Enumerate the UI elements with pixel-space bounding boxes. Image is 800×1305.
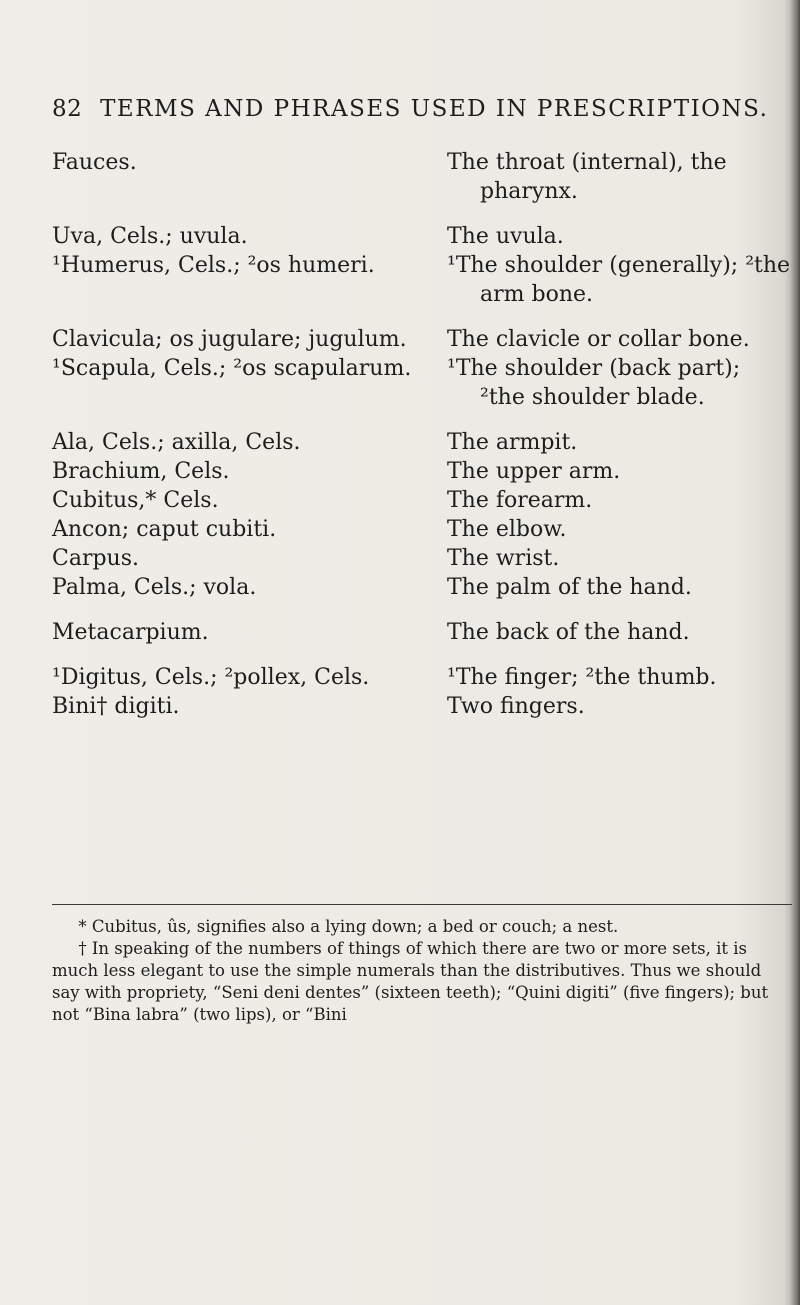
- latin-term: Uva, Cels.; uvula.: [52, 224, 248, 249]
- page-number: 82: [52, 96, 83, 122]
- glossary-entry: [52, 354, 792, 412]
- footnote-cubitus: * Cubitus, ûs, signifies also a lying down; a bed or couch; a nest.: [78, 917, 619, 936]
- footnotes: [52, 916, 792, 1026]
- glossary-entry: [52, 692, 792, 721]
- english-meaning: The uvula.: [447, 224, 564, 249]
- english-meaning: ¹The finger; ²the thumb.: [447, 665, 717, 690]
- english-meaning: The throat (internal), the pharynx.: [447, 150, 727, 204]
- glossary-entry: [52, 663, 792, 692]
- running-title: TERMS AND PHRASES USED IN PRESCRIPTIONS.: [100, 96, 769, 122]
- glossary-entry: [52, 618, 792, 647]
- glossary-entry: [52, 325, 792, 354]
- footnote-divider: [52, 904, 792, 905]
- english-meaning: The upper arm.: [447, 459, 621, 484]
- glossary-entry: [52, 251, 792, 309]
- glossary-entry: [52, 222, 792, 251]
- latin-term: Cubitus,* Cels.: [52, 488, 219, 513]
- glossary-entry: [52, 573, 792, 602]
- glossary-entry: [52, 457, 792, 486]
- glossary-entry: [52, 428, 792, 457]
- glossary-entry: [52, 544, 792, 573]
- latin-term: Clavicula; os jugulare; jugulum.: [52, 327, 407, 352]
- latin-term: Palma, Cels.; vola.: [52, 575, 257, 600]
- latin-term: Ala, Cels.; axilla, Cels.: [52, 430, 301, 455]
- glossary-entry: [52, 515, 792, 544]
- glossary-entry: [52, 148, 792, 206]
- english-meaning: ¹The shoulder (back part); ²the shoulder blade.: [447, 356, 741, 410]
- english-meaning: ¹The shoulder (generally); ²the arm bone.: [447, 253, 791, 307]
- english-meaning: The back of the hand.: [447, 620, 690, 645]
- latin-term: Ancon; caput cubiti.: [52, 517, 277, 542]
- english-meaning: Two fingers.: [447, 694, 585, 719]
- glossary-entry: [52, 486, 792, 515]
- english-meaning: The palm of the hand.: [447, 575, 692, 600]
- footnote-distributives: † In speaking of the numbers of things of which there are two or more sets, it is much less elegant to use the simple numerals than the distributives. Thus we should say with propriety, “Seni deni dentes” (sixteen teeth); “Quini digiti” (five fingers); but not “Bina labra” (two lips), or “Bini: [52, 939, 769, 1024]
- english-meaning: The clavicle or collar bone.: [447, 327, 750, 352]
- latin-term: ¹Humerus, Cels.; ²os humeri.: [52, 253, 375, 278]
- latin-term: ¹Digitus, Cels.; ²pollex, Cels.: [52, 665, 370, 690]
- latin-term: Bini† digiti.: [52, 694, 180, 719]
- english-meaning: The elbow.: [447, 517, 567, 542]
- glossary-list: [52, 148, 792, 721]
- latin-term: Brachium, Cels.: [52, 459, 230, 484]
- latin-term: ¹Scapula, Cels.; ²os scapularum.: [52, 356, 412, 381]
- latin-term: Metacarpium.: [52, 620, 209, 645]
- english-meaning: The wrist.: [447, 546, 560, 571]
- english-meaning: The armpit.: [447, 430, 578, 455]
- running-head: [52, 96, 792, 122]
- latin-term: Carpus.: [52, 546, 140, 571]
- latin-term: Fauces.: [52, 150, 137, 175]
- english-meaning: The forearm.: [447, 488, 593, 513]
